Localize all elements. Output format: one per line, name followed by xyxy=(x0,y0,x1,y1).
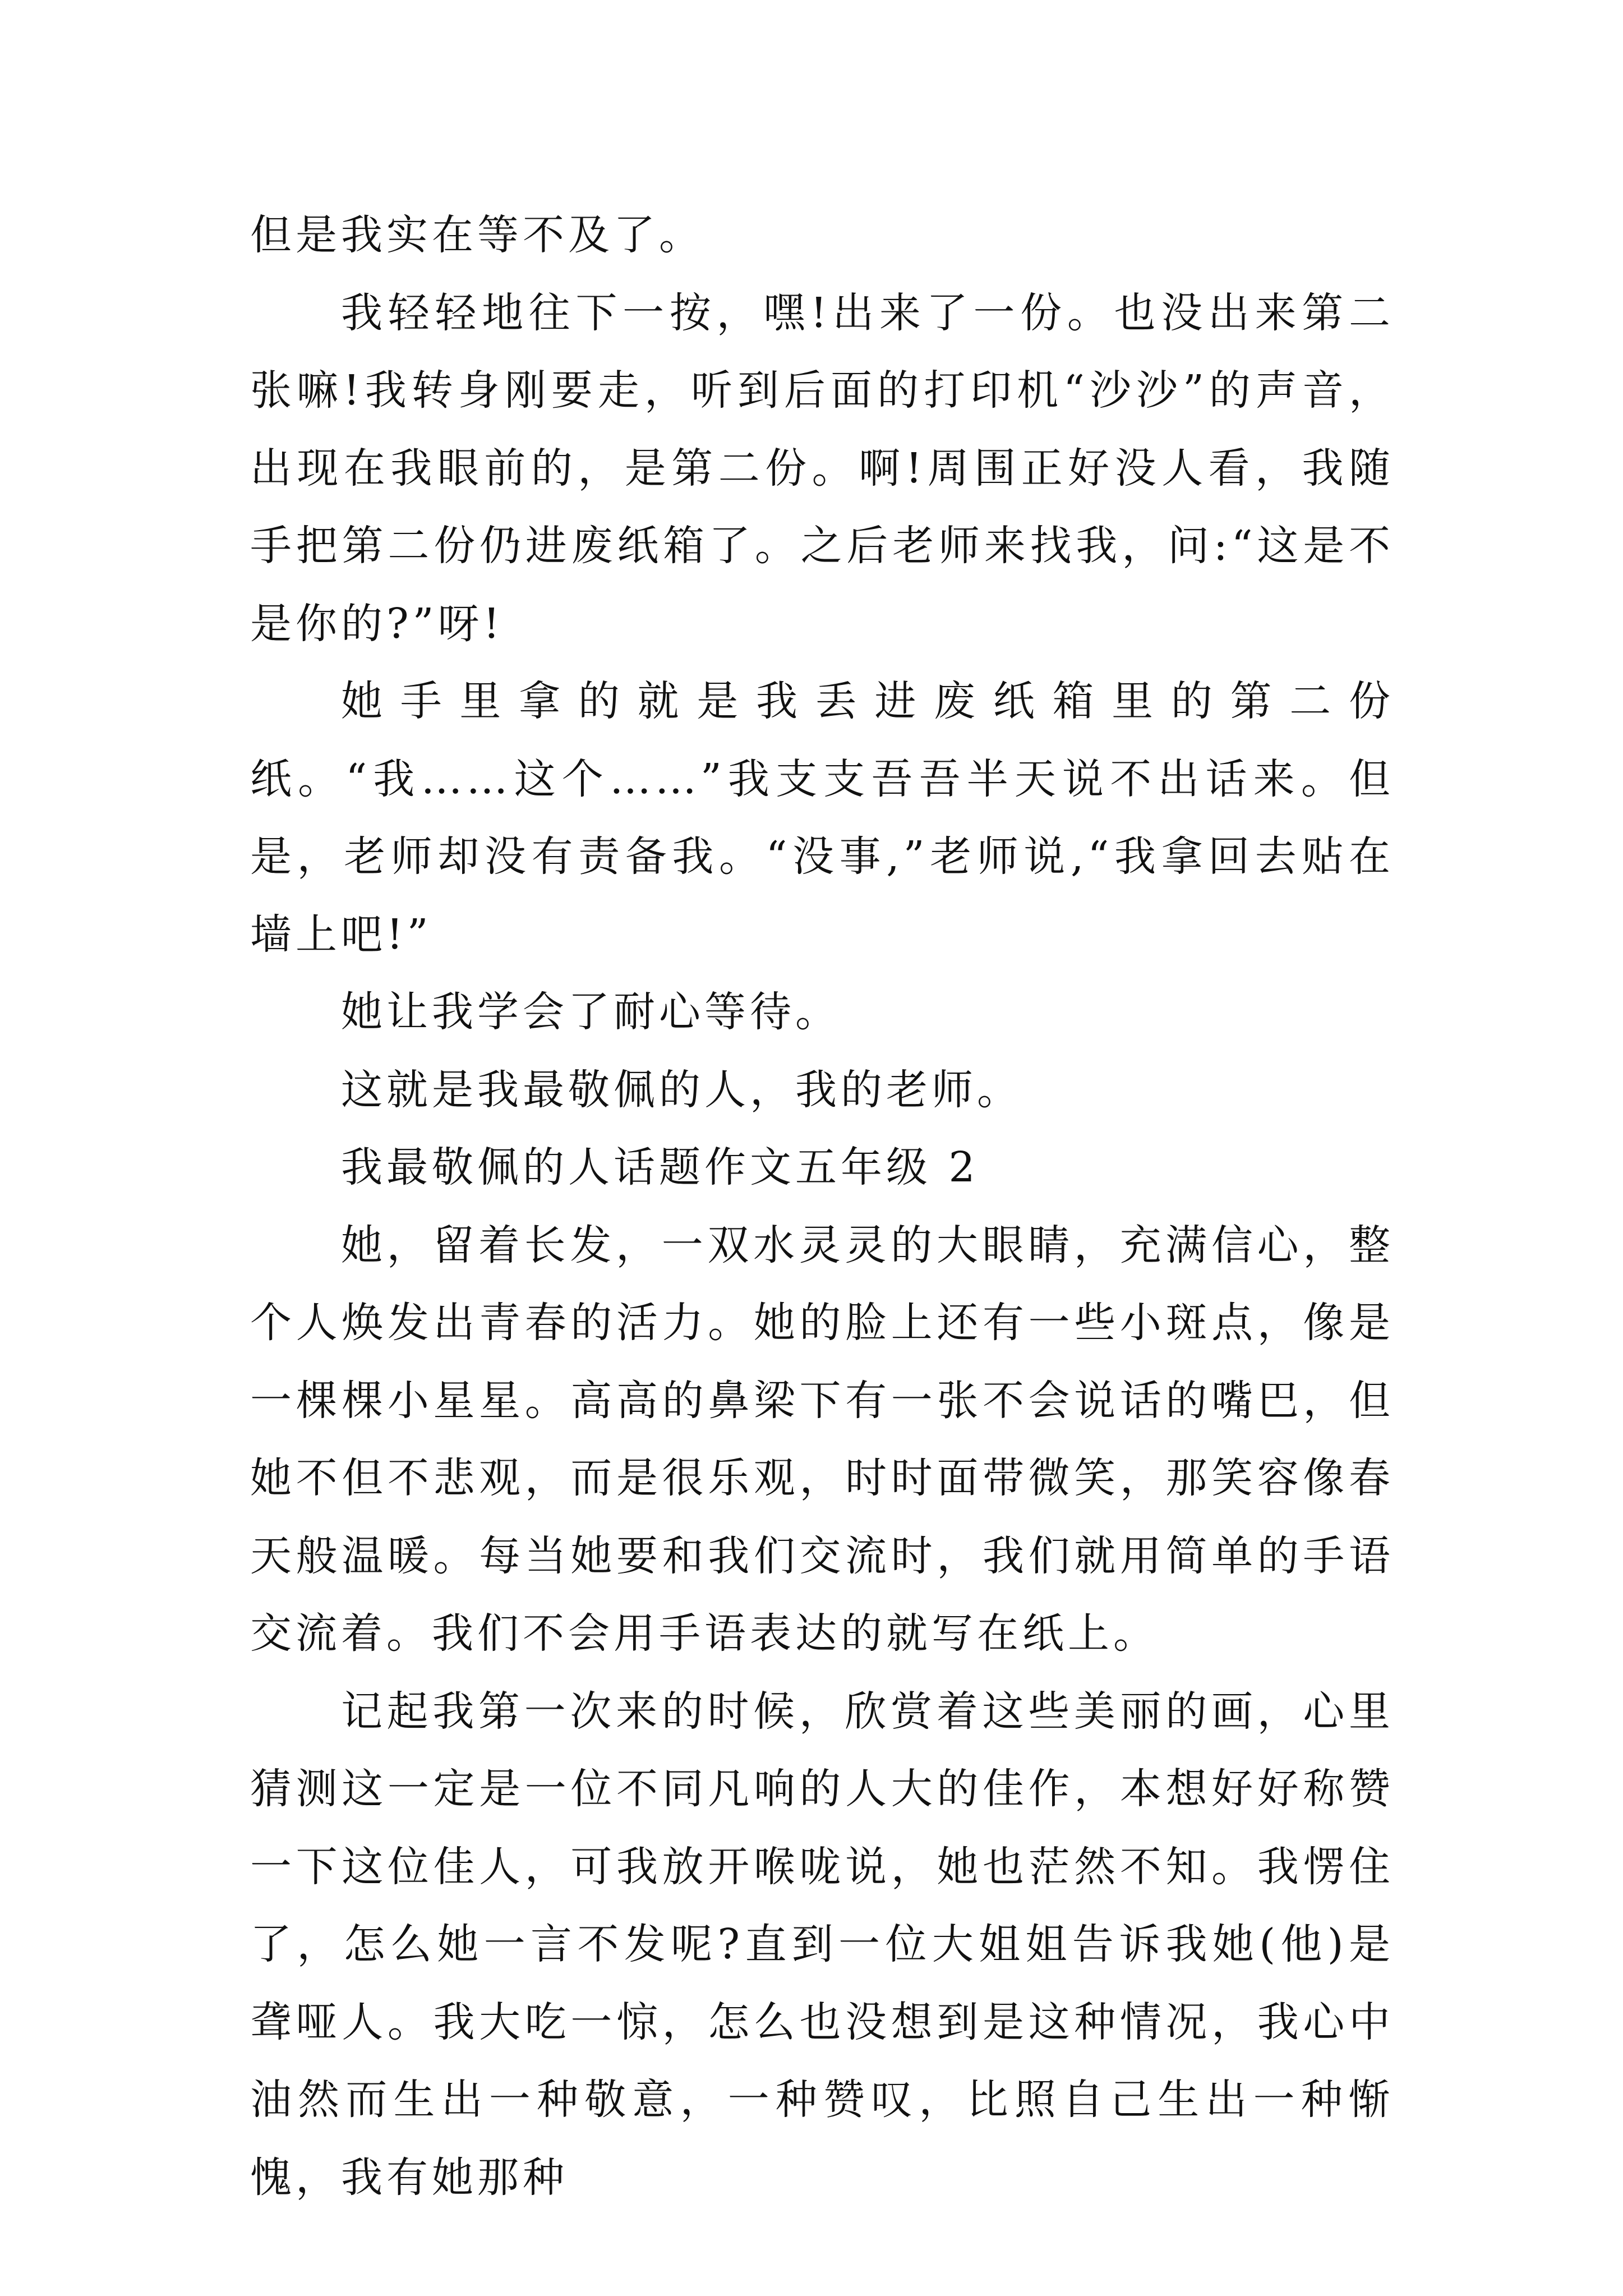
paragraph: 她手里拿的就是我丢进废纸箱里的第二份纸。“我……这个……”我支支吾吾半天说不出话来。但是，老师却没有责备我。“没事,”老师说,“我拿回去贴在墙上吧!” xyxy=(250,677,1394,959)
paragraph: 她让我学会了耐心等待。 xyxy=(341,988,841,1036)
paragraph: 我轻轻地往下一按，嘿!出来了一份。也没出来第二张嘛!我转身刚要走，听到后面的打印机“沙沙”的声音，出现在我眼前的，是第二份。啊!周围正好没人看，我随手把第二份仍进废纸箱了。之后老师来找我，问:“这是不是你的?”呀! xyxy=(250,288,1394,648)
section-heading: 我最敬佩的人话题作文五年级 2 xyxy=(341,1143,979,1191)
essay-body xyxy=(250,196,1394,2216)
paragraph: 记起我第一次来的时候，欣赏着这些美丽的画，心里猜测这一定是一位不同凡响的人大的佳作，本想好好称赞一下这位佳人，可我放开喉咙说，她也茫然不知。我愣住了，怎么她一言不发呢?直到一位大姐姐告诉我她(他)是聋哑人。我大吃一惊，怎么也没想到是这种情况，我心中油然而生出一种敬意，一种赞叹，比照自己生出一种惭愧，我有她那种 xyxy=(250,1687,1394,2202)
paragraph: 但是我实在等不及了。 xyxy=(250,211,704,259)
paragraph: 她，留着长发，一双水灵灵的大眼睛，充满信心，整个人焕发出青春的活力。她的脸上还有一些小斑点，像是一棵棵小星星。高高的鼻梁下有一张不会说话的嘴巴，但她不但不悲观，而是很乐观，时时面带微笑，那笑容像春天般温暖。每当她要和我们交流时，我们就用简单的手语交流着。我们不会用手语表达的就写在纸上。 xyxy=(250,1221,1394,1658)
paragraph: 这就是我最敬佩的人，我的老师。 xyxy=(341,1065,1022,1114)
